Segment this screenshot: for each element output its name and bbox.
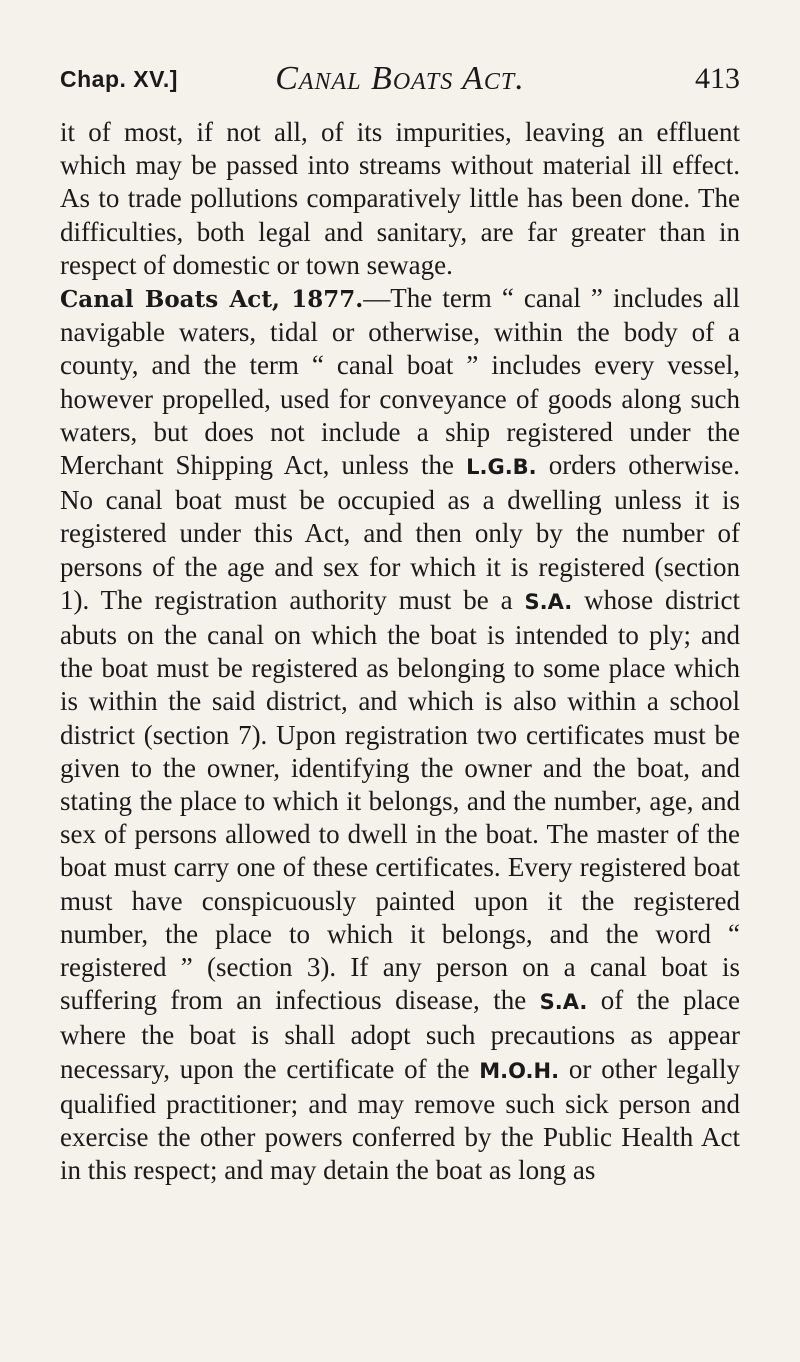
paragraph-text-segment: —The term “ canal ” includes all navigable waters, tidal or otherwise, within the body of a county, and the term “ canal boat ” includes every vessel, however propelled, used for conveyance of goods along such waters, but does not include a ship registered under the Merchant Shipping Act, unless the bbox=[60, 283, 741, 481]
abbreviation-sa: S.A. bbox=[524, 589, 573, 614]
abbreviation-sa: S.A. bbox=[539, 990, 588, 1015]
paragraph-text-segment: or other legally qualified practitioner; and may remove such sick person and exercise the other powers conferred by the Public Health Act in this respect; and may detain the boat as long as bbox=[60, 1053, 740, 1186]
abbreviation-lgb: L.G.B. bbox=[466, 455, 537, 480]
page-number: 413 bbox=[695, 62, 740, 95]
paragraph-text-segment: of the place where the boat is shall adopt such precautions as appear necessary, upon the certificate of the bbox=[60, 985, 740, 1084]
abbreviation-moh: M.O.H. bbox=[479, 1058, 560, 1083]
running-header bbox=[60, 58, 740, 102]
page-body bbox=[60, 116, 740, 1188]
paragraph-text-segment: whose district abuts on the canal on which the boat is intended to ply; and the boat must be registered as belonging to some place which is within the said district, and which is also within a school district (section 7). Upon registration two certificates must be given to the owner, identifying the owner and the boat, and stating the place to which it belongs, and the number, age, and sex of persons allowed to dwell in the boat. The master of the boat must carry one of these certificates. Every registered boat must have conspicuously painted upon it the registered number, the place to which it belongs, and the word “ registered ” (section 3). If any person on a canal boat is suffering from an infectious disease, the bbox=[60, 584, 741, 1016]
section-heading: Canal Boats Act, 1877. bbox=[60, 286, 364, 314]
paragraph-canal-boats-act bbox=[60, 282, 740, 1187]
paragraph-text-segment: orders otherwise. No canal boat must be occupied as a dwelling unless it is registered under this Act, and then only by the number of persons of the age and sex for which it is registered (section 1). The registration authority must be a bbox=[60, 450, 740, 615]
chapter-label: Chap. XV.] bbox=[60, 66, 178, 92]
running-title: Canal Boats Act. bbox=[275, 60, 525, 97]
paragraph-sewage: it of most, if not all, of its impurities, leaving an effluent which may be passed into streams without material ill effect. As to trade pollutions comparatively little has been done. The difficulties, both legal and sanitary, are far greater than in respect of domestic or town sewage. bbox=[60, 117, 740, 280]
